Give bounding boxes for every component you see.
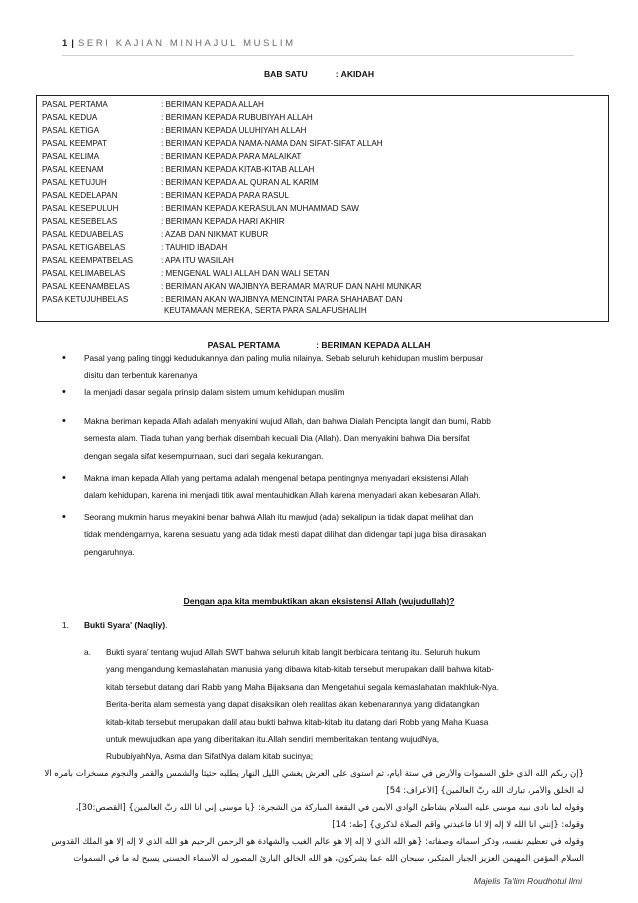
arabic-line: وقوله في تعظيم نفسه، وذكر أسمائه وصفاته: {هو الله الذي لا إله إلا هو عالم الغيب والشهادة هو الرحمن الرحيم هو الله الذي لا إله إلا هو الملك القدوس	[51, 837, 584, 847]
bullet-line: pengaruhnya.	[84, 546, 135, 557]
toc-pasal: PASAL KEDUA	[42, 113, 98, 122]
sub-line: untuk mewujudkan apa yang diberitakan itu.Allah sendiri memberitakan tentang wujudNya,	[106, 734, 439, 745]
bullet-text	[84, 384, 582, 401]
sub-line: kitab-kitab tersebut merupakan dalil atau bukti bahwa kitab-kitab itu datang dari Robb yang Maha Kuasa	[106, 716, 489, 727]
toc-pasal: PASAL PERTAMA	[42, 100, 108, 109]
chapter-name: : AKIDAH	[335, 69, 375, 79]
toc-pasal: PASAL KELIMA	[42, 152, 100, 161]
bullet-icon: •	[62, 386, 66, 398]
toc-title: : BERIMAN KEPADA NAMA-NAMA DAN SIFAT-SIFAT ALLAH	[161, 139, 383, 148]
section-title	[0, 340, 638, 350]
page-header	[62, 38, 296, 49]
arabic-line: وقوله: {إنني أنا الله لا إله إلا أنا فاعبدني وأقم الصلاة لذكري} [طه: 14]	[332, 820, 584, 830]
toc-title: : BERIMAN KEPADA RUBUBIYAH ALLAH	[161, 113, 313, 122]
item-text	[84, 620, 167, 630]
toc-pasal: PASAL KELIMABELAS	[42, 269, 126, 278]
bullet-icon: •	[62, 352, 66, 364]
toc-pasal: PASAL KEEMPAT	[42, 139, 107, 148]
header-rule	[62, 55, 574, 56]
sub-text	[106, 644, 582, 766]
bullet-line: Makna beriman kepada Allah adalah menyakini wujud Allah, dan bahwa Dialah Pencipta langit dan bumi, Rabb	[84, 416, 491, 426]
toc-pasal: PASAL KETUJUH	[42, 178, 107, 187]
arabic-line: {إن ربكم الله الذي خلق السموات والأرض في ستة أيام، ثم استوى على العرش يغشي الليل النهار يطلبه حثيثا والشمس والقمر والنجوم مسخرات بأمره ألا	[44, 769, 584, 779]
toc-title: : BERIMAN KEPADA HARI AKHIR	[161, 217, 285, 226]
toc-title: : APA ITU WASILAH	[161, 256, 234, 265]
toc-pasal: PASAL KESEBELAS	[42, 217, 118, 226]
bullet-line: tidak mendengarnya, karena sesuatu yang ada tidak mesti dapat dilihat dan didengar tapi juga bisa dirasakan	[84, 529, 487, 540]
arabic-line: السلام المؤمن المهيمن العزيز الجبار المتكبر، سبحان الله عما يشركون، هو الله الخالق البارئ المصور له الأسماء الحسنى يسبح له ما في السموات	[73, 854, 584, 864]
bullet-icon: •	[62, 472, 66, 484]
bullet-text	[84, 470, 582, 505]
toc-pasal: PASAL KEENAM	[42, 165, 104, 174]
toc-title: : BERIMAN KEPADA AL QURAN AL KARIM	[161, 178, 319, 187]
toc-title: : TAUHID IBADAH	[161, 243, 228, 252]
bullet-text	[84, 509, 582, 561]
section-name: : BERIMAN KEPADA ALLAH	[316, 340, 431, 350]
page-footer: Majelis Ta'lim Roudhotul Ilmi	[473, 876, 582, 886]
toc-pasal: PASA KETUJUHBELAS	[42, 295, 129, 304]
toc-pasal: PASAL KESEPULUH	[42, 204, 119, 213]
bullet-line: semesta alam. Tiada tuhan yang berhak disembah kecuali Dia (Allah). Dan menyakini bahwa Dia bersifat	[84, 433, 470, 444]
arabic-line: له الخلق والأمر، تبارك الله ربُّ العالمين} [الأعراف: 54]	[386, 786, 584, 796]
toc-title: : BERIMAN KEPADA ULUHIYAH ALLAH	[161, 126, 307, 135]
sub-line: kitab tersebut datang dari Rabb yang Maha Bijaksana dan Mengetahui segala kemaslahatan makhluk-Nya.	[106, 681, 499, 692]
question-heading: Dengan apa kita membuktikan akan eksistensi Allah (wujudullah)?	[183, 596, 455, 606]
header-separator: |	[71, 38, 74, 49]
bullet-line: Seorang mukmin harus meyakini benar bahwa Allah itu mawjud (ada) sekalipun ia tidak dapat melihat dan	[84, 512, 474, 522]
sub-line: Berita-berita alam semesta yang dapat disaksikan oleh realitas akan kebenarannya yang didatangkan	[106, 699, 480, 710]
page-number: 1	[62, 38, 68, 49]
toc-title: : BERIMAN KEPADA PARA MALAIKAT	[161, 152, 302, 161]
bullet-line: dengan segala sifat kesempurnaan, suci dari segala kekurangan.	[84, 450, 324, 461]
toc-title: : AZAB DAN NIKMAT KUBUR	[161, 230, 269, 239]
item-number: 1.	[62, 620, 69, 630]
toc-pasal: PASAL KEDUABELAS	[42, 230, 124, 239]
toc-title: : MENGENAL WALI ALLAH DAN WALI SETAN	[161, 269, 330, 278]
toc-title: : BERIMAN KEPADA KERASULAN MUHAMMAD SAW	[161, 204, 359, 213]
section-label: PASAL PERTAMA	[207, 340, 281, 350]
bullet-line: Ia menjadi dasar segala prinsip dalam sistem umum kehidupan muslim	[84, 387, 345, 397]
chapter-title	[0, 69, 638, 79]
sub-line: RububiyahNya, Asma dan SifatNya dalam kitab sucinya;	[106, 751, 314, 762]
sub-letter: a.	[84, 647, 91, 657]
bullet-icon: •	[62, 415, 66, 427]
table-of-contents	[36, 95, 609, 322]
toc-title: : BERIMAN KEPADA PARA RASUL	[161, 191, 289, 200]
sub-line: yang mengandung kemaslahatan manusia yang dibawa kitab-kitab tersebut merupakan dalil bahwa kitab-	[106, 664, 494, 675]
toc-title: : BERIMAN KEPADA ALLAH	[161, 100, 264, 109]
toc-pasal: PASAL KEDELAPAN	[42, 191, 118, 200]
toc-pasal: PASAL KETIGA	[42, 126, 100, 135]
item-suffix: .	[165, 620, 168, 630]
item-bold: Bukti Syara' (Naqliy)	[84, 620, 166, 630]
toc-pasal: PASAL KEENAMBELAS	[42, 282, 130, 291]
sub-line: Bukti syara' tentang wujud Allah SWT bahwa seluruh kitab langit berbicara tentang itu. Seluruh hukum	[106, 647, 481, 657]
toc-title: : BERIMAN AKAN WAJIBNYA BERAMAR MA'RUF DAN NAHI MUNKAR	[161, 282, 422, 291]
arabic-line: وقوله لما نادى نبيه موسى عليه السلام بشاطئ الوادي الأيمن في البقعة المباركة من الشجرة: {يا موسى إني أنا الله ربُّ العالمين} [القصص:30]،	[75, 803, 584, 813]
bullet-line: Makna iman kepada Allah yang pertama adalah mengenal betapa pentingnya menyadari eksistensi Allah	[84, 473, 469, 483]
toc-continuation: KEUTAMAAN MEREKA, SERTA PARA SALAFUSHALIH	[164, 306, 367, 315]
chapter-label: BAB SATU	[263, 69, 308, 79]
toc-title: : BERIMAN KEPADA KITAB-KITAB ALLAH	[161, 165, 315, 174]
bullet-icon: •	[62, 511, 66, 523]
bullet-line: disitu dan terbentuk karenanya	[84, 370, 198, 381]
bullet-text	[84, 413, 582, 465]
bullet-text	[84, 350, 582, 385]
toc-pasal: PASAL KETIGABELAS	[42, 243, 126, 252]
toc-title: : BERIMAN AKAN WAJIBNYA MENCINTAI PARA SHAHABAT DAN	[161, 295, 403, 304]
bullet-line: dalam kehidupan, karena ini menjadi titik awal mentauhidkan Allah karena menyadari akan kebesaran Allah.	[84, 490, 481, 501]
toc-pasal: PASAL KEEMPATBELAS	[42, 256, 134, 265]
series-title: SERI KAJIAN MINHAJUL MUSLIM	[77, 38, 296, 49]
bullet-line: Pasal yang paling tinggi kedudukannya dan paling mulia nilainya. Sebab seluruh kehidupan muslim berpusar	[84, 353, 484, 363]
